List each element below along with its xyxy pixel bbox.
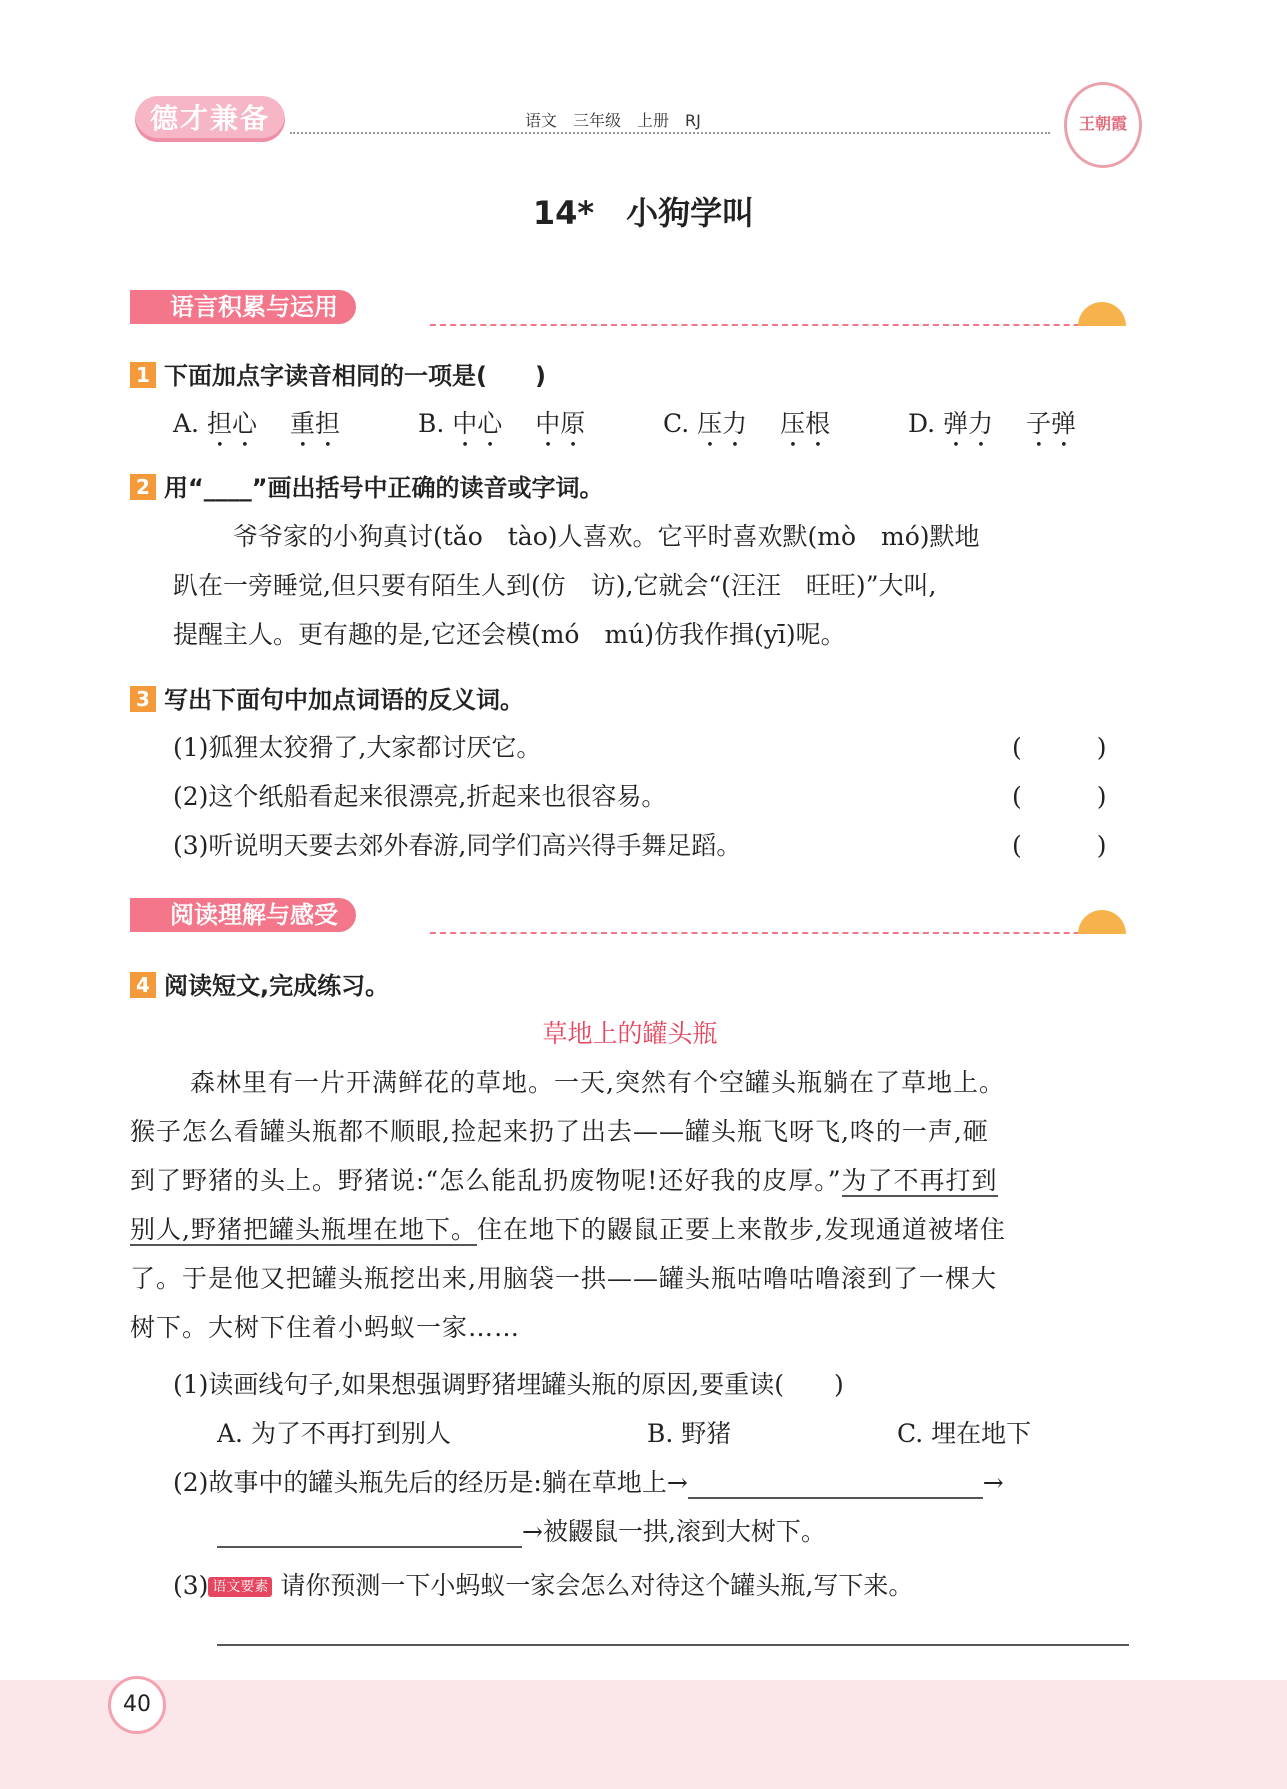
story-paragraph: 了。于是他又把罐头瓶挖出来,用脑袋一拱——罐头瓶咕噜咕噜滚到了一棵大 xyxy=(130,1264,997,1293)
footer-background xyxy=(0,1680,1287,1789)
option-b[interactable]: B. 中心 中原 xyxy=(418,409,586,438)
sub-question-2-cont: →被鼹鼠一拱,滚到大树下。 xyxy=(217,1512,826,1548)
question-number: 2 xyxy=(130,474,156,500)
skill-tag: 语文要素 xyxy=(208,1577,272,1597)
page-number: 40 xyxy=(108,1676,166,1734)
story-paragraph: 森林里有一片开满鲜花的草地。一天,突然有个空罐头瓶躺在了草地上。 xyxy=(190,1068,1005,1097)
question-number: 4 xyxy=(130,972,156,998)
q3-item-3: (3)听说明天要去郊外春游,同学们高兴得手舞足蹈。 xyxy=(173,831,742,860)
question-prompt: 用“____”画出括号中正确的读音或字词。 xyxy=(164,474,604,502)
answer-line[interactable] xyxy=(217,1517,522,1548)
underlined-sentence: 为了不再打到 xyxy=(841,1166,998,1195)
question-4 xyxy=(130,966,389,1001)
sub-question-1: (1)读画线句子,如果想强调野猪埋罐头瓶的原因,要重读( ) xyxy=(173,1370,844,1399)
answer-line[interactable] xyxy=(217,1644,1129,1646)
story-paragraph: 猴子怎么看罐头瓶都不顺眼,捡起来扔了出去——罐头瓶飞呀飞,咚的一声,砸 xyxy=(130,1117,989,1146)
story-paragraph: 别人,野猪把罐头瓶埋在地下。住在地下的鼹鼠正要上来散步,发现通道被堵住 xyxy=(130,1215,1006,1244)
underlined-sentence: 别人,野猪把罐头瓶埋在地下。 xyxy=(130,1215,477,1244)
question-prompt: 下面加点字读音相同的一项是( ) xyxy=(164,362,546,390)
brand-logo: 德才兼备 xyxy=(135,96,285,142)
option-c[interactable]: C. 压力 压根 xyxy=(663,409,831,438)
section-divider xyxy=(430,324,1120,326)
q2-line-3[interactable]: 提醒主人。更有趣的是,它还会模(mó mú)仿我作揖(yī)呢。 xyxy=(173,620,846,649)
answer-blank[interactable]: ( ) xyxy=(1012,782,1107,811)
story-title: 草地上的罐头瓶 xyxy=(542,1019,718,1048)
answer-blank[interactable]: ( ) xyxy=(1012,831,1107,860)
answer-blank[interactable]: ( ) xyxy=(1012,733,1107,762)
question-prompt: 写出下面句中加点词语的反义词。 xyxy=(164,686,524,714)
q1-options xyxy=(173,404,1133,453)
answer-line[interactable] xyxy=(688,1468,983,1499)
sun-icon xyxy=(1078,910,1126,934)
teacher-seal: 王朝霞 xyxy=(1064,82,1142,168)
section-divider xyxy=(430,932,1120,934)
q2-line-1[interactable]: 爷爷家的小狗真讨(tǎo tào)人喜欢。它平时喜欢默(mò mó)默地 xyxy=(233,522,980,551)
q3-item-1: (1)狐狸太狡猾了,大家都讨厌它。 xyxy=(173,733,542,762)
sub-question-2: (2)故事中的罐头瓶先后的经历是:躺在草地上→ → xyxy=(173,1468,1004,1497)
option-a[interactable]: A. 担心 重担 xyxy=(173,409,340,438)
lesson-title: 14* 小狗学叫 xyxy=(532,194,755,232)
story-paragraph: 树下。大树下住着小蚂蚁一家…… xyxy=(130,1313,521,1342)
sun-icon xyxy=(1078,302,1126,326)
header-divider xyxy=(290,132,1050,134)
section-header-2 xyxy=(130,898,356,938)
subject-label: 语文 三年级 上册 RJ xyxy=(525,111,701,130)
sub1-options xyxy=(217,1414,1117,1450)
question-2 xyxy=(130,468,604,503)
option-b[interactable]: B. 野猪 xyxy=(647,1419,732,1448)
section-header-1 xyxy=(130,290,356,330)
question-1 xyxy=(130,356,546,391)
question-number: 3 xyxy=(130,686,156,712)
sub-question-3: (3) 语文要素 请你预测一下小蚂蚁一家会怎么对待这个罐头瓶,写下来。 xyxy=(173,1571,914,1600)
option-d[interactable]: D. 弹力 子弹 xyxy=(908,409,1077,438)
q3-item-2: (2)这个纸船看起来很漂亮,折起来也很容易。 xyxy=(173,782,667,811)
section-label: 阅读理解与感受 xyxy=(130,898,356,932)
question-3 xyxy=(130,680,524,715)
story-paragraph: 到了野猪的头上。野猪说:“怎么能乱扔废物呢!还好我的皮厚。”为了不再打到 xyxy=(130,1166,998,1195)
option-a[interactable]: A. 为了不再打到别人 xyxy=(217,1419,451,1448)
q2-line-2[interactable]: 趴在一旁睡觉,但只要有陌生人到(仿 访),它就会“(汪汪 旺旺)”大叫, xyxy=(173,571,937,600)
question-prompt: 阅读短文,完成练习。 xyxy=(164,972,390,1000)
section-label: 语言积累与运用 xyxy=(130,290,356,324)
option-c[interactable]: C. 埋在地下 xyxy=(897,1419,1032,1448)
question-number: 1 xyxy=(130,362,156,388)
